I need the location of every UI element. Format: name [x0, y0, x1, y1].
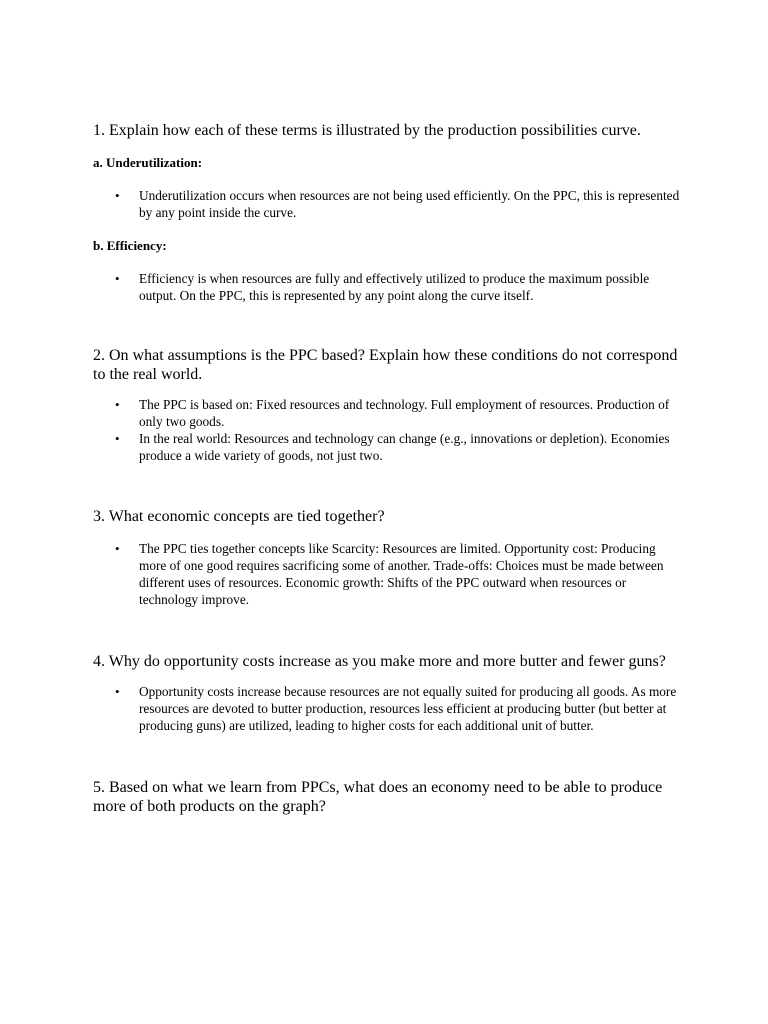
bullet-text: In the real world: Resources and technology can change (e.g., innovations or depletion). Economies produce a wide variety of goods, not just two.: [139, 431, 670, 463]
bullet-text: The PPC ties together concepts like Scarcity: Resources are limited. Opportunity cost: Producing more of one good requires sacrificing some of another. Trade-offs: Choices must be made between different uses of resources. Economic growth: Shifts of the PPC outward when resources or technology improve.: [139, 541, 664, 607]
bullet-text: Underutilization occurs when resources are not being used efficiently. On the PPC, this is represented by any point inside the curve.: [139, 188, 680, 220]
bullet-list-opportunity-costs: [93, 683, 683, 734]
list-item: [93, 187, 683, 221]
bullet-list-assumptions: [93, 396, 683, 464]
subheading-efficiency: b. Efficiency:: [93, 238, 167, 253]
document-body: [93, 121, 683, 816]
bullet-text: Efficiency is when resources are fully and effectively utilized to produce the maximum possible output. On the PPC, this is represented by any point along the curve itself.: [139, 271, 650, 303]
bullet-icon: •: [115, 188, 120, 203]
bullet-icon: •: [115, 431, 120, 446]
bullet-text: The PPC is based on: Fixed resources and technology. Full employment of resources. Production of only two goods.: [139, 397, 670, 429]
question-4: 4. Why do opportunity costs increase as you make more and more butter and fewer guns?: [93, 653, 666, 670]
list-item: [93, 270, 683, 304]
question-1: 1. Explain how each of these terms is illustrated by the production possibilities curve.: [93, 122, 641, 139]
bullet-icon: •: [115, 684, 120, 699]
bullet-icon: •: [115, 271, 120, 286]
question-3: 3. What economic concepts are tied together?: [93, 508, 385, 525]
bullet-icon: •: [115, 397, 120, 412]
list-item: [93, 683, 683, 734]
subheading-underutilization: a. Underutilization:: [93, 155, 203, 170]
bullet-text: Opportunity costs increase because resources are not equally suited for producing all goods. As more resources are devoted to butter production, resources less efficient at producing butter (but better at producing guns) are utilized, leading to higher costs for each additional unit of butter.: [139, 684, 677, 733]
bullet-list-efficiency: [93, 270, 683, 304]
bullet-icon: •: [115, 541, 120, 556]
list-item: [93, 396, 683, 430]
bullet-list-underutilization: [93, 187, 683, 221]
bullet-list-concepts: [93, 540, 683, 608]
question-2: 2. On what assumptions is the PPC based? Explain how these conditions do not correspond to the real world.: [93, 347, 678, 383]
question-5: 5. Based on what we learn from PPCs, what does an economy need to be able to produce more of both products on the graph?: [93, 779, 663, 815]
list-item: [93, 430, 683, 464]
list-item: [93, 540, 683, 608]
